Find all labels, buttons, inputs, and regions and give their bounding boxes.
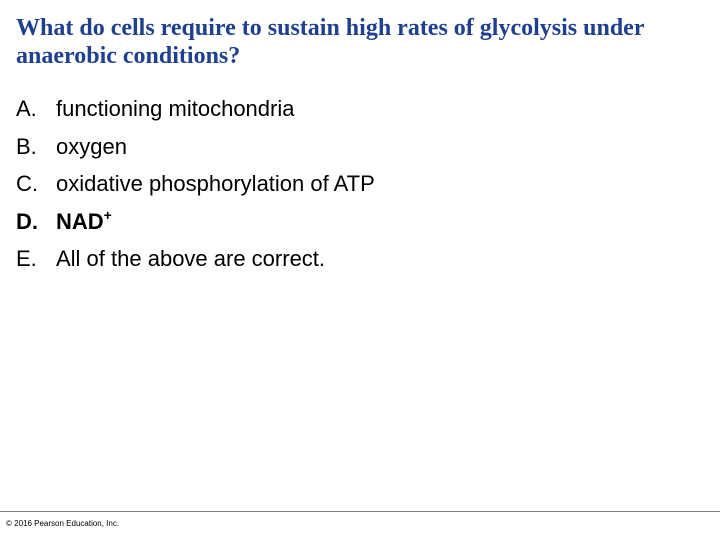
- option-text: [56, 90, 294, 128]
- option-text: [56, 165, 375, 203]
- option-label: NAD: [56, 208, 104, 234]
- option-letter: D.: [16, 208, 38, 234]
- option-label: All of the above are correct.: [56, 246, 326, 271]
- option-letter: B.: [16, 133, 37, 159]
- option-letter: C.: [16, 171, 38, 196]
- superscript-plus: +: [103, 206, 112, 223]
- option-text: [56, 203, 112, 241]
- option-letter: A.: [16, 96, 37, 121]
- question-title: What do cells require to sustain high rates of glycolysis under anaerobic conditions?: [16, 15, 645, 69]
- answer-option-c: [16, 165, 375, 203]
- option-letter: E.: [16, 246, 37, 271]
- option-label: functioning mitochondria: [56, 96, 295, 121]
- footer-divider: [0, 511, 720, 512]
- answer-option-e: [16, 240, 375, 278]
- copyright-notice: © 2016 Pearson Education, Inc.: [6, 519, 120, 528]
- answer-option-b: [16, 128, 375, 166]
- answer-options-list: [16, 90, 375, 278]
- option-text: [56, 240, 325, 278]
- answer-option-a: [16, 90, 375, 128]
- option-text: [56, 128, 127, 166]
- answer-option-d-correct: [16, 203, 375, 241]
- option-label: oxygen: [56, 133, 127, 159]
- option-label: oxidative phosphorylation of ATP: [56, 171, 375, 196]
